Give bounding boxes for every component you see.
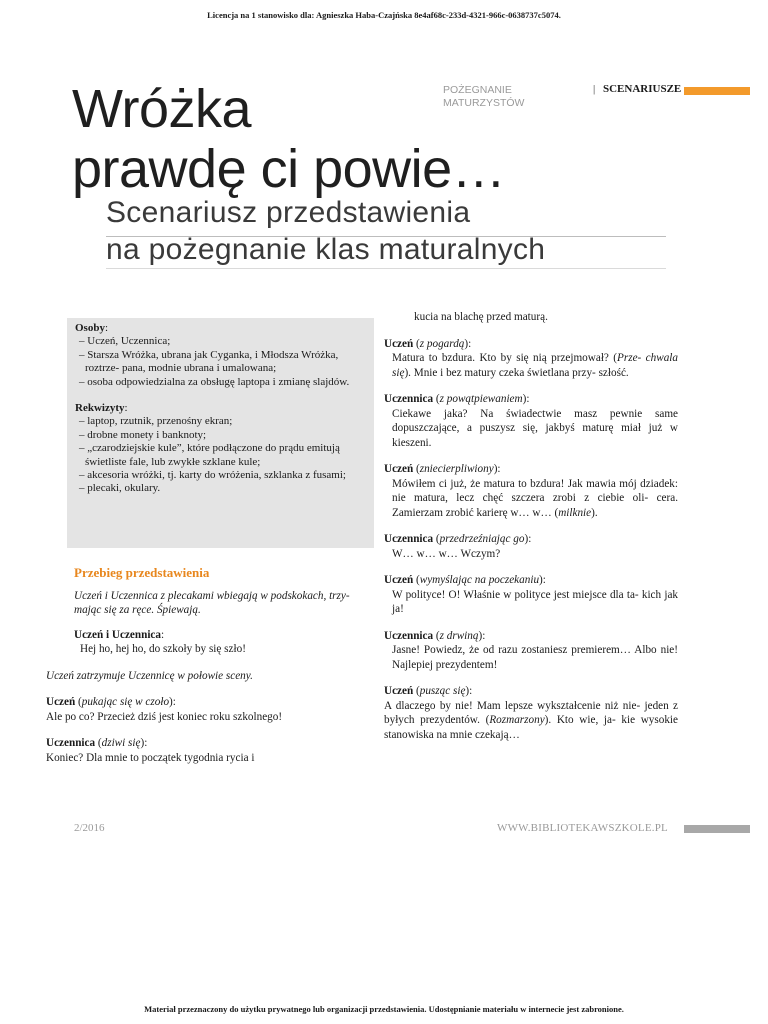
dialogue-block [384, 573, 678, 617]
dialogue-text-part: Mówiłem ci już, że matura to bzdura! Jak mawia mój dziadek: nie matura, lecz chęć szczera zrobi z ciebie oli- cera. Zamierzam zrobić karierę w… w… ( [392, 477, 678, 519]
speaker-direction: przedrzeźniając go [439, 533, 525, 545]
footer-accent-bar [684, 825, 750, 833]
speaker-name: Uczennica [384, 393, 434, 405]
persons-list [75, 335, 367, 389]
speaker-line: Uczeń (pusząc się): [384, 685, 473, 697]
dialogue-text: Jasne! Powiedz, że od razu zostaniesz premierem… Albo nie! Najlepiej prezydentem! [392, 644, 678, 671]
cast-and-props-box [67, 318, 374, 548]
speaker-direction: z drwiną [439, 629, 479, 642]
speaker-direction: pukając się w czoło [81, 696, 170, 708]
inline-direction: Rozmarzony [489, 714, 545, 726]
page-title-line1: Wróżka [72, 79, 252, 139]
props-list [75, 415, 367, 495]
speaker-direction: dziwi się [101, 737, 141, 749]
persons-list-item: – osoba odpowiedzialna za obsługę laptopa i zmianę slajdów. [79, 375, 350, 388]
section-label-line1: POŻEGNANIE [443, 84, 512, 96]
speaker-line: Uczeń (wymyślając na poczekaniu): [384, 574, 546, 586]
subtitle-line1: Scenariusz przedstawienia [106, 196, 471, 229]
dialogue-text-part: Matura to bzdura. Kto by się nią przejmował? ( [392, 352, 618, 364]
dialogue-text-part: ). Mnie i bez matury czeka świetlana przy- szłość. [404, 366, 629, 379]
speaker-direction: z powątpiewaniem [439, 393, 523, 405]
spacer [75, 389, 367, 402]
dialogue-block [384, 629, 678, 673]
left-column [46, 566, 366, 777]
dialogue-block [384, 462, 678, 520]
speaker-line: Uczennica (przedrzeźniając go): [384, 533, 532, 545]
header-divider: | [593, 83, 596, 95]
speaker-colon: : [161, 628, 165, 641]
speaker-direction: z pogardą [419, 337, 465, 350]
props-list-item: – akcesoria wróżki, tj. karty do wróżenia, szklanka z fusami; [79, 469, 346, 482]
dialogue-text: W… w… w… Wczym? [392, 547, 501, 560]
speaker-line: Uczennica (dziwi się): [46, 737, 148, 749]
props-heading: Rekwizyty [75, 402, 125, 415]
persons-heading-colon: : [104, 322, 109, 334]
speaker-direction: pusząc się [419, 685, 466, 697]
inline-direction: Prze- chwala się [392, 352, 678, 379]
subtitle-line2: na pożegnanie klas maturalnych [106, 233, 546, 266]
dialogue-text-part: ). Kto wie, ja- kie wysokie stanowiska na mnie czekają… [384, 714, 678, 741]
persons-heading: Osoby [75, 322, 105, 334]
section-title: Przebieg przedstawienia [74, 565, 210, 580]
dialogue-text: Koniec? Dla mnie to początek tygodnia rycia i [46, 751, 255, 764]
speaker-line [74, 628, 366, 643]
dialogue-block [384, 337, 678, 381]
right-column [384, 310, 678, 754]
dialogue-text [392, 477, 678, 521]
speaker-name: Uczeń [384, 337, 414, 350]
speaker-name: Uczeń i Uczennica [74, 628, 161, 641]
license-line: Licencja na 1 stanowisko dla: Agnieszka Haba-Czajńska 8e4af68c-233d-4321-966c-0638737c5074. [207, 10, 561, 20]
speaker-name: Uczeń [46, 696, 76, 708]
speaker-name: Uczennica [46, 737, 96, 749]
dialogue-text [392, 351, 678, 380]
props-heading-line [75, 402, 367, 415]
dialogue-text: Ale po co? Przecież dziś jest koniec roku szkolnego! [46, 710, 283, 723]
dialogue-block [46, 736, 366, 765]
speaker-direction: wymyślając na poczekaniu [419, 574, 540, 586]
continuation-text: kucia na blachę przed maturą. [414, 311, 548, 323]
speaker-name: Uczeń [384, 685, 414, 697]
speaker-line: Uczennica (z drwiną): [384, 629, 486, 642]
speaker-line: Uczeń (pukając się w czoło): [46, 696, 176, 708]
website-link[interactable]: WWW.BIBLIOTEKAWSZKOLE.PL [497, 822, 668, 834]
section-label-line2: MATURZYSTÓW [443, 97, 525, 109]
dialogue-text: W polityce! O! Właśnie w polityce jest miejsce dla ta- kich jak ja! [392, 588, 678, 615]
speaker-name: Uczeń [384, 463, 414, 475]
props-list-item: – laptop, rzutnik, przenośny ekran; [79, 415, 233, 428]
section-name: SCENARIUSZE [603, 83, 682, 95]
dialogue-block [384, 684, 678, 742]
dialogue-text-part: A dlaczego by nie! Mam lepsze wykształcenie niż nie- jeden z byłych prezydentów. ( [384, 699, 678, 726]
props-list-item: – „czarodziejskie kule”, które podłączone do prądu emitują świetliste fale, lub zwykłe szklane kule; [79, 442, 340, 468]
stage-direction-intro: Uczeń i Uczennica z plecakami wbiegają w podskokach, trzy- mając się za ręce. Śpiewają. [74, 589, 350, 616]
dialogue-block [384, 392, 678, 450]
speaker-name: Uczennica [384, 629, 434, 642]
props-list-item: – drobne monety i banknoty; [79, 428, 207, 441]
persons-list-item: – Starsza Wróżka, ubrana jak Cyganka, i Młodsza Wróżka, roztrze- pana, modnie ubrana i umalowana; [79, 348, 339, 375]
speaker-line: Uczeń (z pogardą): [384, 337, 472, 350]
section-label [443, 84, 524, 110]
speaker-direction: zniecierpliwiony [419, 463, 494, 475]
props-list-item: – plecaki, okulary. [79, 482, 161, 495]
persons-list-item: – Uczeń, Uczennica; [79, 335, 171, 348]
dialogue-text: Hej ho, hej ho, do szkoły by się szło! [80, 643, 246, 655]
dialogue-text [384, 699, 678, 743]
speaker-name: Uczennica [384, 533, 434, 545]
dialogue-block [46, 628, 366, 657]
subtitle-rule-bottom [106, 268, 666, 269]
speaker-name: Uczeń [384, 574, 414, 586]
usage-notice: Materiał przeznaczony do użytku prywatnego lub organizacji przedstawienia. Udostępnianie materiału w internecie jest zabronione. [144, 1004, 624, 1014]
persons-heading-line [75, 322, 367, 335]
cast-and-props-content [75, 322, 367, 496]
speaker-line: Uczennica (z powątpiewaniem): [384, 393, 530, 405]
stage-direction: Uczeń zatrzymuje Uczennicę w połowie sceny. [46, 669, 253, 682]
page-title-line2: prawdę ci powie… [72, 139, 506, 199]
dialogue-block [384, 532, 678, 561]
speaker-line: Uczeń (zniecierpliwiony): [384, 463, 501, 475]
dialogue-text: Ciekawe jaka? Na świadectwie masz pewnie same dopuszczające, a puszysz się, jakbyś maturę miał już w kieszeni. [392, 407, 678, 449]
page-number: 2/2016 [74, 822, 105, 834]
dialogue-block [46, 695, 366, 724]
inline-direction: milknie [558, 506, 592, 519]
dialogue-text-part: ). [591, 506, 598, 519]
header-accent-bar [684, 87, 750, 95]
props-heading-colon: : [124, 402, 128, 415]
